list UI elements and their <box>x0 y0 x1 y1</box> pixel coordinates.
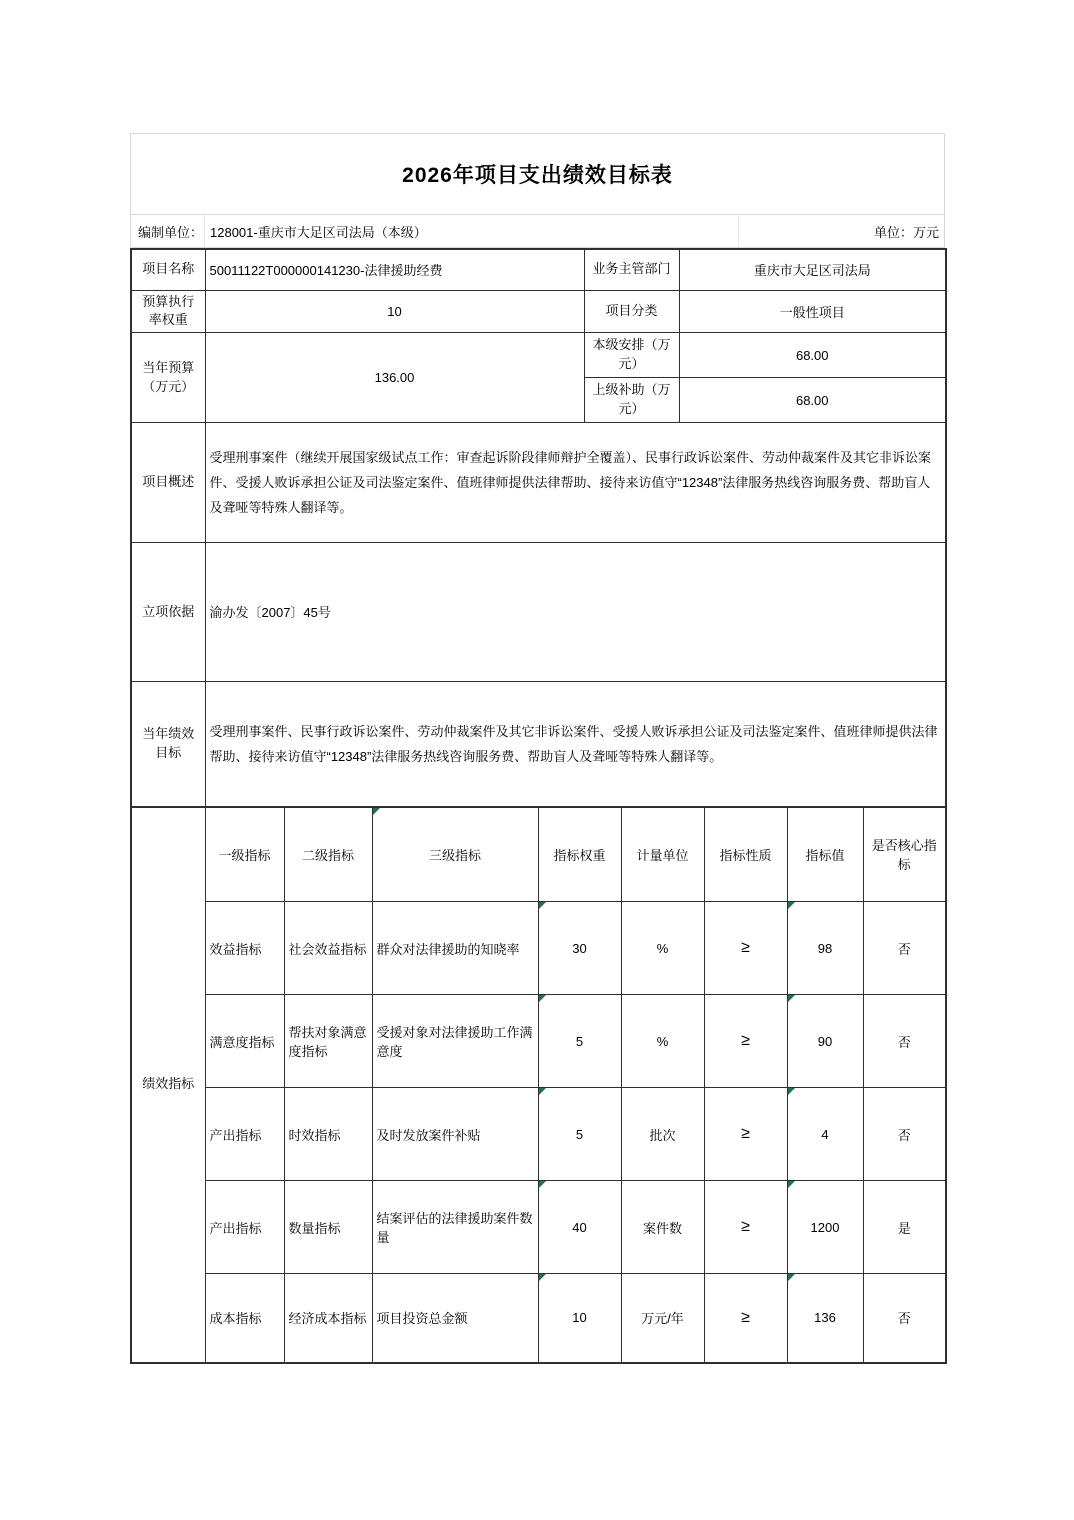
level1-cell: 成本指标 <box>205 1274 284 1363</box>
unit-cell: 批次 <box>621 1088 704 1181</box>
value-cell <box>787 1274 863 1363</box>
nature-cell: ≥ <box>704 995 787 1088</box>
nature-cell: ≥ <box>704 1181 787 1274</box>
prepared-by-label: 编制单位： <box>131 215 205 247</box>
header-nature: 指标性质 <box>704 807 787 902</box>
annual-goal-text: 受理刑事案件、民事行政诉讼案件、劳动仲裁案件及其它非诉讼案件、受援人败诉承担公证及司法鉴定案件、值班律师提供法律帮助、接待来访值守“12348”法律服务热线咨询服务费、帮助盲人及聋哑等特殊人翻译等。 <box>205 682 946 807</box>
level2-cell: 数量指标 <box>284 1181 372 1274</box>
annual-goal-label: 当年绩效目标 <box>131 682 205 807</box>
title-block <box>130 133 945 215</box>
dept-value: 重庆市大足区司法局 <box>679 249 946 290</box>
indicator-value: 136 <box>814 1310 836 1326</box>
nature-cell: ≥ <box>704 1088 787 1181</box>
level1-cell: 产出指标 <box>205 1088 284 1181</box>
cell-flag-icon <box>788 902 795 909</box>
local-arrangement-label: 本级安排（万元） <box>584 333 679 378</box>
level2-cell: 帮扶对象满意度指标 <box>284 995 372 1088</box>
cell-flag-icon <box>539 995 546 1002</box>
level3-cell: 群众对法律援助的知晓率 <box>372 902 538 995</box>
header-unit: 计量单位 <box>621 807 704 902</box>
indicator-row <box>131 1088 946 1181</box>
weight-cell <box>538 1181 621 1274</box>
page-title: 2026年项目支出绩效目标表 <box>402 164 673 187</box>
prepared-by-value: 128001-重庆市大足区司法局（本级） <box>210 224 427 240</box>
level1-cell: 满意度指标 <box>205 995 284 1088</box>
category-value: 一般性项目 <box>679 290 946 333</box>
header-level3 <box>372 807 538 902</box>
indicator-value: 98 <box>817 940 833 956</box>
meta-row <box>130 215 945 248</box>
table-row <box>131 423 946 543</box>
indicator-value: 90 <box>817 1033 833 1049</box>
cell-flag-icon <box>539 902 546 909</box>
indicator-row <box>131 1274 946 1363</box>
cell-flag-icon <box>788 995 795 1002</box>
header-level3-label: 三级指标 <box>428 847 481 863</box>
exec-rate-label: 预算执行率权重 <box>131 290 205 333</box>
local-arrangement-value: 68.00 <box>679 333 946 378</box>
indicator-row <box>131 995 946 1088</box>
weight-cell <box>538 1088 621 1181</box>
level3-cell: 项目投资总金额 <box>372 1274 538 1363</box>
weight-cell <box>538 902 621 995</box>
level1-cell: 效益指标 <box>205 902 284 995</box>
cell-flag-icon <box>788 1088 795 1095</box>
subsidy-label: 上级补助（万元） <box>584 378 679 423</box>
header-level1: 一级指标 <box>205 807 284 902</box>
performance-indicator-table <box>130 806 947 1364</box>
indicator-value: 4 <box>821 1126 829 1142</box>
weight-value: 30 <box>572 940 587 956</box>
header-level2: 二级指标 <box>284 807 372 902</box>
table-row <box>131 290 946 333</box>
cell-flag-icon <box>373 808 380 815</box>
basis-label: 立项依据 <box>131 543 205 682</box>
cell-flag-icon <box>539 1274 546 1281</box>
category-label: 项目分类 <box>584 290 679 333</box>
header-core: 是否核心指标 <box>863 807 946 902</box>
value-cell <box>787 995 863 1088</box>
weight-value: 5 <box>575 1126 584 1142</box>
weight-value: 5 <box>575 1033 584 1049</box>
indicator-row <box>131 902 946 995</box>
overview-label: 项目概述 <box>131 423 205 543</box>
project-name-label: 项目名称 <box>131 249 205 290</box>
budget-value: 136.00 <box>205 333 584 423</box>
level3-cell: 受援对象对法律援助工作满意度 <box>372 995 538 1088</box>
value-cell <box>787 1088 863 1181</box>
level1-cell: 产出指标 <box>205 1181 284 1274</box>
header-value: 指标值 <box>787 807 863 902</box>
core-cell: 是 <box>863 1181 946 1274</box>
indicator-row <box>131 1181 946 1274</box>
table-row <box>131 333 946 378</box>
indicator-header-row <box>131 807 946 902</box>
level2-cell: 时效指标 <box>284 1088 372 1181</box>
unit-cell: % <box>621 995 704 1088</box>
indicator-value: 1200 <box>810 1219 840 1235</box>
level3-cell: 及时发放案件补贴 <box>372 1088 538 1181</box>
report-sheet <box>130 133 945 1364</box>
cell-flag-icon <box>539 1181 546 1188</box>
header-weight: 指标权重 <box>538 807 621 902</box>
exec-rate-value: 10 <box>205 290 584 333</box>
level3-cell: 结案评估的法律援助案件数量 <box>372 1181 538 1274</box>
overview-text: 受理刑事案件（继续开展国家级试点工作：审查起诉阶段律师辩护全覆盖）、民事行政诉讼案件、劳动仲裁案件及其它非诉讼案件、受援人败诉承担公证及司法鉴定案件、值班律师提供法律帮助、接待来访值守“12348”法律服务热线咨询服务费、帮助盲人及聋哑等特殊人翻译等。 <box>205 423 946 543</box>
weight-cell <box>538 1274 621 1363</box>
core-cell: 否 <box>863 1274 946 1363</box>
indicators-section-label: 绩效指标 <box>131 807 205 1363</box>
cell-flag-icon <box>788 1181 795 1188</box>
unit-cell: % <box>621 902 704 995</box>
value-cell <box>787 1181 863 1274</box>
table-row <box>131 249 946 290</box>
core-cell: 否 <box>863 902 946 995</box>
core-cell: 否 <box>863 1088 946 1181</box>
cell-flag-icon <box>539 1088 546 1095</box>
nature-cell: ≥ <box>704 1274 787 1363</box>
level2-cell: 经济成本指标 <box>284 1274 372 1363</box>
project-info-table <box>130 248 947 808</box>
value-cell <box>787 902 863 995</box>
currency-unit-note: 单位：万元 <box>738 215 944 247</box>
unit-cell: 万元/年 <box>621 1274 704 1363</box>
cell-flag-icon <box>788 1274 795 1281</box>
level2-cell: 社会效益指标 <box>284 902 372 995</box>
core-cell: 否 <box>863 995 946 1088</box>
budget-label: 当年预算（万元） <box>131 333 205 423</box>
project-name-value: 50011122T000000141230-法律援助经费 <box>205 249 584 290</box>
dept-label: 业务主管部门 <box>584 249 679 290</box>
weight-cell <box>538 995 621 1088</box>
weight-value: 40 <box>572 1219 587 1235</box>
weight-value: 10 <box>572 1310 587 1326</box>
table-row <box>131 543 946 682</box>
basis-text: 渝办发〔2007〕45号 <box>205 543 946 682</box>
table-row <box>131 682 946 807</box>
nature-cell: ≥ <box>704 902 787 995</box>
unit-cell: 案件数 <box>621 1181 704 1274</box>
subsidy-value: 68.00 <box>679 378 946 423</box>
